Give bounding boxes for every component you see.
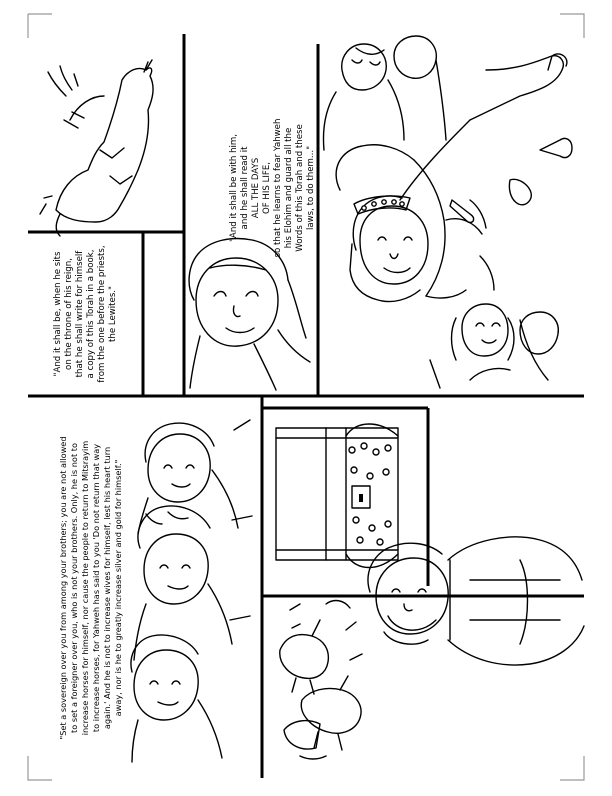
caption-bottom-line: "Set a sovereign over you from among your brothers; you are not allowed bbox=[58, 436, 68, 740]
king-arms-crossed-illustration bbox=[368, 537, 584, 665]
caption-bottom-line: again.' And he is not to increase wives for himself, lest his heart turn bbox=[102, 446, 112, 730]
caption-middle-line: on the throne of his reign, bbox=[64, 258, 74, 370]
horse-illustration bbox=[40, 60, 153, 236]
caption-bottom-line: to set a foreigner over you, who is not your brothers. Only, he is not to bbox=[69, 443, 79, 733]
herd-of-horses-illustration bbox=[280, 601, 362, 759]
caption-middle-line: a copy of this Torah in a book, bbox=[86, 249, 96, 379]
three-women-portraits-illustration bbox=[131, 420, 252, 762]
caption-middle bbox=[53, 245, 118, 382]
caption-top-right bbox=[229, 119, 316, 258]
caption-bottom-line: increase horses for himself, nor cause the people to return to Mitsrayim bbox=[80, 440, 90, 736]
caption-top-right-line: laws, to do them..." bbox=[306, 145, 316, 231]
caption-top-right-line: OF HIS LIFE, bbox=[262, 161, 272, 215]
king-reading-scroll-illustration bbox=[324, 36, 573, 388]
caption-top-right-line: ALL THE DAYS bbox=[251, 157, 261, 219]
caption-bottom bbox=[58, 436, 123, 739]
caption-top-right-line: "And it shall be with him, bbox=[229, 133, 239, 243]
caption-top-right-line: his Elohim and guard all the bbox=[284, 127, 294, 249]
caption-middle-line: that he shall write for himself bbox=[75, 250, 85, 378]
treasure-chest-illustration bbox=[276, 424, 398, 568]
young-woman-portrait-illustration bbox=[189, 239, 310, 390]
caption-middle-line: the Lewites." bbox=[108, 286, 118, 342]
caption-middle-line: "And it shall be, when he sits bbox=[53, 251, 63, 377]
caption-middle-line: from the one before the priests, bbox=[97, 245, 107, 383]
caption-top-right-line: and he shall read it bbox=[240, 146, 250, 230]
caption-bottom-line: to increase horses, for Yahweh has said to you 'Do not return that way bbox=[91, 443, 101, 733]
caption-bottom-line: away, nor is he to greatly increase silver and gold for himself." bbox=[113, 459, 123, 717]
caption-top-right-line: Words of this Torah and these bbox=[295, 124, 305, 252]
caption-top-right-line: so that he learns to fear Yahweh bbox=[273, 118, 283, 258]
